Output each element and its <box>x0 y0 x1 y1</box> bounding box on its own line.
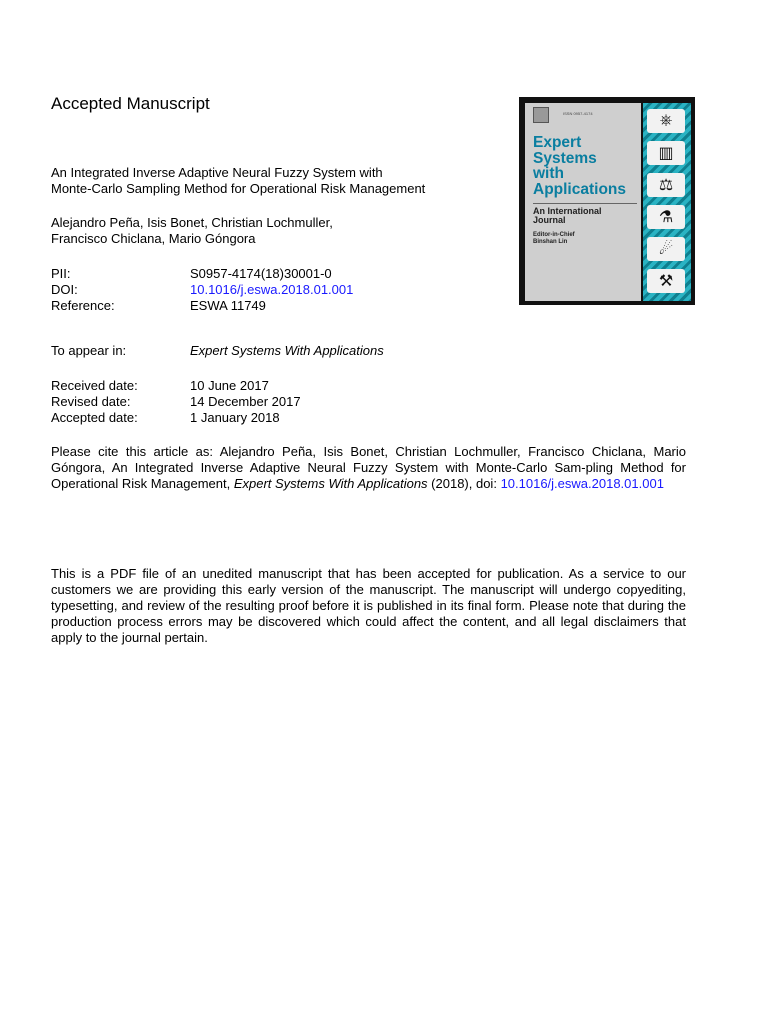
bar-chart-icon: ▥ <box>647 141 685 165</box>
accepted-label: Accepted date: <box>51 410 138 425</box>
title-line: An Integrated Inverse Adaptive Neural Fuzzy System with <box>51 165 383 180</box>
revised-value: 14 December 2017 <box>190 394 301 409</box>
accepted-value: 1 January 2018 <box>190 410 280 425</box>
doi-label: DOI: <box>51 282 78 297</box>
revised-label: Revised date: <box>51 394 131 409</box>
cover-icon-strip <box>643 103 691 301</box>
citation-doi-link[interactable]: 10.1016/j.eswa.2018.01.001 <box>500 476 664 491</box>
cover-issn: ISSN 0957-4174 <box>563 111 593 116</box>
appear-label: To appear in: <box>51 343 127 358</box>
publisher-logo-icon <box>533 107 549 123</box>
article-title <box>51 165 491 197</box>
cover-title-line: Systems <box>533 149 597 167</box>
received-value: 10 June 2017 <box>190 378 269 393</box>
received-label: Received date: <box>51 378 138 393</box>
manuscript-notice: This is a PDF file of an unedited manuscript that has been accepted for publication. As a service to our customers we are providing this early version of the manuscript. The manuscript will undergo copyediting, typesetting, and review of the resulting proof before it is published in its final form. Please note that during the production process errors may be discovered which could affect the content, and all legal disclaimers that apply to the journal pertain. <box>51 566 686 645</box>
appear-value: Expert Systems With Applications <box>190 343 384 358</box>
author-line: Francisco Chiclana, Mario Góngora <box>51 231 256 246</box>
journal-cover <box>519 97 695 305</box>
citation <box>51 444 686 492</box>
heading: Accepted Manuscript <box>51 94 210 113</box>
cover-left-panel <box>525 103 641 301</box>
citation-journal: Expert Systems With Applications <box>233 476 428 491</box>
cover-journal-title <box>533 135 643 197</box>
reference-label: Reference: <box>51 298 115 313</box>
microscope-icon: ⚗ <box>647 205 685 229</box>
tools-icon: ⚒ <box>647 269 685 293</box>
cover-subtitle-line: Journal <box>533 215 566 225</box>
satellite-icon: ☄ <box>647 237 685 261</box>
cover-editor-line: Editor-in-Chief <box>533 232 575 238</box>
pii-value: S0957-4174(18)30001-0 <box>190 266 332 281</box>
reference-value: ESWA 11749 <box>190 298 266 313</box>
title-line: Monte-Carlo Sampling Method for Operational Risk Management <box>51 181 426 196</box>
cover-title-line: Applications <box>533 180 627 198</box>
cover-divider <box>533 203 637 204</box>
cover-editor <box>533 232 575 246</box>
cover-title-line: Expert <box>533 134 582 151</box>
author-line: Alejandro Peña, Isis Bonet, Christian Lochmuller, <box>51 215 333 230</box>
cover-title-line: with <box>533 165 564 182</box>
pii-label: PII: <box>51 266 71 281</box>
steering-wheel-icon: ⎈ <box>647 109 685 133</box>
citation-suffix: (2018), doi: <box>427 476 501 491</box>
cover-editor-line: Binshan Lin <box>533 239 568 245</box>
doi-link[interactable]: 10.1016/j.eswa.2018.01.001 <box>190 282 354 297</box>
cover-subtitle <box>533 207 637 225</box>
citation-prefix: Please cite this article as: Alejandro Peña, Isis Bonet, Christian Lochmuller, Francisco Chiclana, Mario Góngora, An Integrated Inverse Adaptive Neural Fuzzy System with Monte-Carlo Sam-pling Method for Operational Risk Management, <box>51 444 686 491</box>
authors <box>51 215 491 247</box>
scales-icon: ⚖ <box>647 173 685 197</box>
cover-subtitle-line: An International <box>533 206 602 216</box>
